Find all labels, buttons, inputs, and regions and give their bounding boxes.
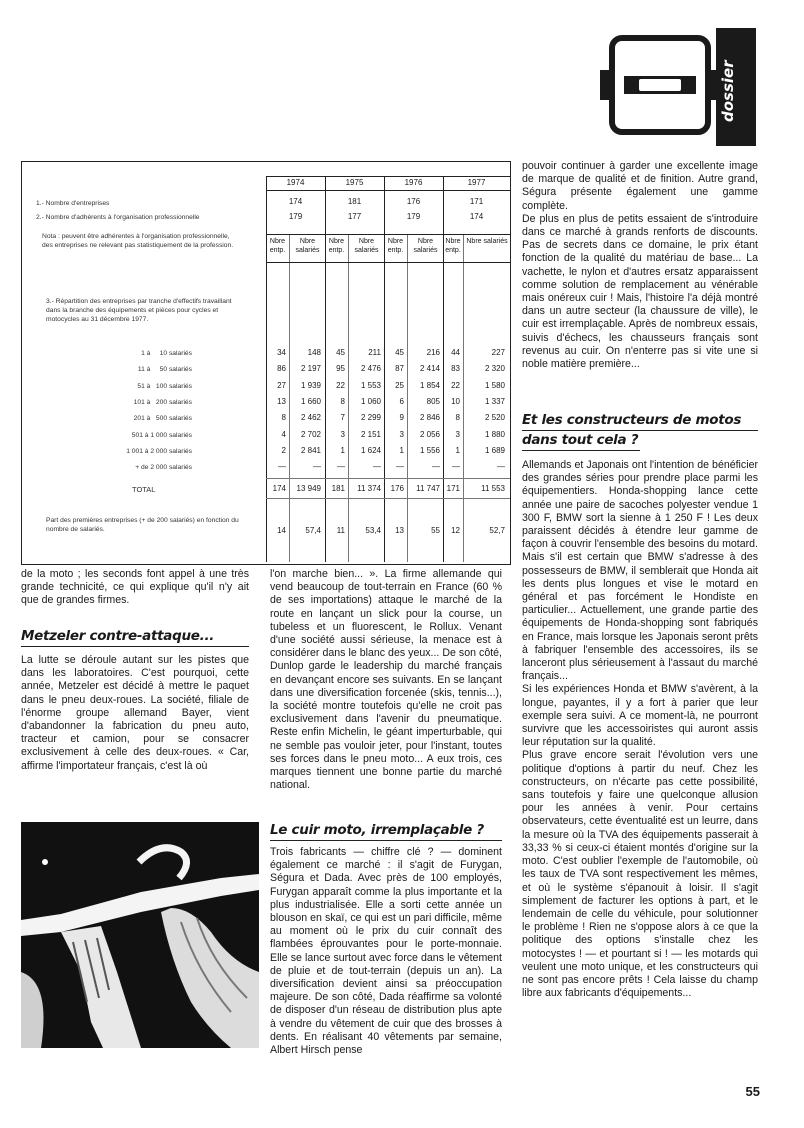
table-cell: 1 939 [300, 380, 321, 390]
table-cell: 13 949 [296, 484, 321, 493]
table-cell: 34 [277, 348, 286, 357]
table-cell: 1 580 [484, 380, 505, 390]
table-cell: — [497, 462, 505, 472]
hanger-icon [21, 822, 259, 1048]
table-cell: 8 [455, 413, 460, 423]
table-cell: 1 337 [484, 396, 505, 406]
table-cell: 22 [451, 380, 460, 390]
table-cell: 55 [431, 526, 440, 535]
table-cell: 11 747 [416, 484, 440, 493]
table-cell: 1 [340, 445, 345, 455]
table-cell: 11 374 [357, 484, 381, 493]
heading-constructeurs: Et les constructeurs de motos dans tout cela ? [522, 411, 758, 451]
table-cell: — [278, 462, 286, 472]
table-cell: 176 [390, 484, 404, 493]
table-cell: 2 476 [360, 364, 381, 374]
table-cell: 1 660 [300, 396, 321, 406]
col1-body: La lutte se déroule autant sur les pistes que dans les laboratoires. C'est pourquoi, cette année, Metzeler est décidé à mettre le paquet dans le pneu deux-roues. La société, filiale de l'énorme groupe allemand Bayer, vient d'abandonner la fabrication du pneu auto, tracteur et camion, pour se consacrer exclusivement à celle des deux-roues. « Car, affirme l'importateur français, c'est là où [21, 654, 249, 772]
table-note: Nota : peuvent être adhérentes à l'organisation professionnelle, des entreprises ne relevant pas statistiquement de la profession. [42, 233, 234, 249]
row-label: 201 à 500 salariés [133, 415, 192, 423]
table-cell: 2 151 [360, 429, 381, 439]
sub-header: Nbre entp. [445, 238, 461, 254]
table-cell: 2 414 [419, 364, 440, 374]
table-cell: 27 [277, 380, 286, 390]
table-cell: 211 [368, 348, 381, 357]
year-header: 1976 [404, 178, 423, 187]
row2-value: 177 [347, 212, 362, 221]
table-cell: 13 [395, 526, 404, 535]
table-cell: 2 056 [419, 429, 440, 439]
table-cell: 14 [277, 526, 286, 535]
row2-value: 174 [469, 212, 484, 221]
table-cell: 22 [336, 380, 345, 390]
table-cell: 148 [307, 348, 321, 357]
row-label-repartition: 3.- Répartition des entreprises par tranche d'effectifs travaillant dans la branche des équipements et pièces pour cycles et motocycles au 31 décembre 1977. [46, 298, 232, 323]
table-cell: 44 [451, 348, 460, 357]
table-cell: 87 [395, 364, 404, 374]
table-cell: 11 [336, 526, 345, 535]
col3-paragraph: De plus en plus de petits essaient de s'introduire dans ce marché à grands renforts de discounts. Pas de secrets dans ce domaine, le prix étant fonction de la qualité du matériau de base... La vachette, le nylon et d'autres ersatz apparaissent comme solution de remplacement au vénérable mais onéreux cuir ! Mais, l'histoire l'a déjà montré dans un autre secteur (la chaussure de ville), le cuir est irremplaçable. Après de nombreux essais, suivis d'échecs, les chausseurs français sont revenus au cuir. On n'enterre pas si vite une si noble matière première... [522, 212, 758, 371]
table-cell: 2 520 [484, 413, 505, 423]
year-header: 1977 [467, 178, 486, 187]
table-cell: 171 [446, 484, 460, 493]
table-cell: 25 [395, 380, 404, 390]
table-cell: 8 [340, 396, 345, 406]
table-cell: 11 553 [481, 484, 505, 493]
sub-header: Nbre salariés [295, 238, 320, 254]
table-cell: — [337, 462, 345, 472]
year-header: 1975 [345, 178, 364, 187]
share-label: Part des premières entreprises (+ de 200 salariés) en fonction du nombre de salariés. [46, 517, 239, 533]
table-cell: 4 [281, 429, 286, 439]
sub-header: Nbre entp. [269, 238, 286, 254]
table-cell: 2 841 [300, 445, 321, 455]
table-cell: 805 [426, 396, 440, 406]
table-cell: — [432, 462, 440, 472]
table-cell: 9 [399, 413, 404, 423]
row-label: 101 à 200 salariés [133, 398, 192, 406]
table-cell: — [313, 462, 321, 472]
sub-header: Nbre entp. [387, 238, 404, 254]
table-cell: 45 [336, 348, 345, 357]
table-cell: 83 [451, 364, 460, 374]
row-label: 11 à 50 salariés [137, 366, 192, 374]
row-label: 51 à 100 salariés [137, 382, 192, 390]
row-label: 1 001 à 2 000 salariés [126, 447, 192, 455]
table-cell: 1 [455, 445, 460, 455]
table-cell: — [396, 462, 404, 472]
col3-paragraph: pouvoir continuer à garder une excellente image de marque de qualité et de finition. Autre grand, Ségura présente également une gamme complète. [522, 160, 758, 212]
table-cell: 3 [455, 429, 460, 439]
col3-paragraph: Allemands et Japonais ont l'intention de bénéficier des grandes séries pour prendre place parmi les équipementiers. Honda-shopping lance cette année une paire de sacoches polyester vendue 1 300 F, BMW sort la sienne à 1 250 F ! Les deux paraissent décidés à étendre leur gamme de façon à couvrir l'ensemble des besoins du motard. Mais s'il est certain que BMW s'adresse à des possesseurs de BMW, il semblerait que Honda ait les dents plus longues et vise le motard en général et pas forcément le Hondiste en particulier... Actuellement, une grande partie des équipements de Honda-shopping sont fabriqués en France, mais lorsque les Japonais seront prêts à fabriquer l'ensemble des accessoires, ils se lanceront plus sérieusement à l'assaut du marché français... [522, 459, 758, 683]
sub-header: Nbre entp. [328, 238, 345, 254]
table-cell: 52,7 [489, 526, 505, 535]
row1-value: 176 [406, 197, 421, 206]
table-cell: 216 [426, 348, 440, 357]
table-cell: — [452, 462, 460, 472]
row-label: + de 2 000 salariés [135, 464, 192, 472]
table-cell: 227 [491, 348, 505, 357]
table-cell: 1 553 [360, 380, 381, 390]
table-cell: — [373, 462, 381, 472]
total-label: TOTAL [132, 485, 156, 494]
table-cell: 1 556 [419, 445, 440, 455]
col1-intro: de la moto ; les seconds font appel à une très grande technicité, ce qui explique qu'il n'y ait que de grandes firmes. [21, 568, 249, 607]
col2-body2: Trois fabricants — chiffre clé ? — dominent également ce marché : il s'agit de Furygan, Ségura et Dada. Avec près de 100 employés, Furygan apparaît comme la plus importante et la plus industrialisée. Elle a sorti cette année un blouson en skaï, ce qui est un pari difficile, même au moment où le prix du cuir connaît des flambées éprouvantes pour le porte-monnaie. Elle se lance surtout avec force dans le vêtement de pluie et de tout-terrain (depuis un an). La diversification devient ainsi sa préoccupation majeure. De son côté, Dada réaffirme sa volonté de disposer d'un réseau de distribution plus apte à vendre du vêtement de cuir que des brosses à dents. En réalisant 40 vêtements par semaine, Albert Hirsch pense [270, 846, 502, 1057]
table-cell: 2 702 [300, 429, 321, 439]
row2-value: 179 [288, 212, 303, 221]
table-cell: 2 197 [300, 364, 321, 374]
table-cell: 1 854 [419, 380, 440, 390]
table-cell: 1 624 [360, 445, 381, 455]
dossier-section-logo [598, 26, 758, 148]
table-cell: 2 462 [300, 413, 321, 423]
table-cell: 174 [272, 484, 286, 493]
col3-paragraph: Plus grave encore serait l'évolution vers une politique d'options à partir du neuf. Chez les constructeurs, on n'écarte pas cette possibilité, sans toutefois y faire une quelconque allusion pour les années à venir. Pour certains observateurs, cette éventualité est un leurre, dans la mesure où la TVA des équipements passerait à 33,33 % si ceux-ci étaient montés d'origine sur la moto. C'est oublier l'exemple de l'automobile, où les taux de TVA sont respectivement les mêmes, et où le système s'épanouit à loisir. Il s'agit simplement de facturer les options à part, et le lendemain de celle du véhicule, pour solutionner le problème ! Rien ne s'oppose alors à ce que la politique des options s'installe chez les motocystes ! — et pourtant si ! — les motards qui veulent une moto unique, et les constructeurs qui ne sont pas encore prêts ! Cela laisse du champ libre aux fabricants d'équipements... [522, 749, 758, 1000]
table-cell: 1 060 [360, 396, 381, 406]
table-cell: 12 [451, 526, 460, 535]
hanger-illustration [21, 822, 259, 1048]
table-cell: 1 880 [484, 429, 505, 439]
row-label: 1 à 10 salariés [141, 350, 192, 357]
table-cell: 2 299 [360, 413, 381, 423]
section-tab-label: dossier [719, 60, 737, 122]
row-label: 501 à 1 000 salariés [131, 431, 192, 439]
sub-header: Nbre salariés [466, 238, 508, 245]
col3-paragraph: Si les expériences Honda et BMW s'avèrent, à la longue, payantes, il y a fort à parier que leur exemple sera suivi. A ce moment-là, ne pourront survivre que les accessoiristes qui auront assis leur réputation sur la qualité. [522, 683, 758, 749]
table-cell: 1 689 [484, 445, 505, 455]
table-cell: 10 [451, 396, 460, 406]
row-label-entreprises: 1.- Nombre d'entreprises [36, 200, 110, 207]
heading-cuir: Le cuir moto, irremplaçable ? [270, 821, 504, 841]
year-header: 1974 [286, 178, 305, 187]
table-cell: 57,4 [305, 526, 321, 535]
table-cell: 2 [281, 445, 286, 455]
table-cell: 53,4 [365, 526, 381, 535]
table-cell: 2 320 [484, 364, 505, 374]
table-cell: 8 [281, 413, 286, 423]
table-cell: 45 [395, 348, 404, 357]
col3-body2 [522, 459, 758, 1000]
table-cell: 3 [399, 429, 404, 439]
heading-metzeler: Metzeler contre-attaque... [21, 627, 251, 647]
col2-body: l'on marche bien... ». La firme allemande qui vend beaucoup de tout-terrain en France (60 % de ses importations) attaque le marché de la route en lançant un slick pour la course, un tubeless et un fluorescent, le Rollux. Venant d'une société aussi sérieuse, la menace est à considérer dans le blanc des yeux... De son côté, Dunlop garde le leadership du marché français en devançant encore ses suivants. En se lançant dans une diversification forcenée (skis, tennis...), la société montre toutefois qu'elle ne croit pas exclusivement dans l'avenir du pneumatique. Reste enfin Michelin, le géant imperturbable, qui ne semble pas vouloir jeter, pour l'instant, toutes ses forces dans le pneu moto... A eux trois, ces marques tiennent une bonne partie du marché national. [270, 568, 502, 792]
table-cell: 3 [340, 429, 345, 439]
table-cell: 13 [277, 396, 286, 406]
row2-value: 179 [406, 212, 421, 221]
table-cell: 181 [331, 484, 345, 493]
page-number: 55 [745, 1084, 760, 1099]
row1-value: 181 [347, 197, 362, 206]
table-cell: 86 [277, 364, 286, 374]
table-cell: 2 846 [419, 413, 440, 423]
row1-value: 174 [288, 197, 303, 206]
col3-body [522, 160, 758, 371]
statistics-table [21, 161, 511, 565]
table-cell: 7 [340, 413, 345, 423]
sub-header: Nbre salariés [413, 238, 438, 254]
table-cell: 95 [336, 364, 345, 374]
row-label-adherents: 2.- Nombre d'adhérents à l'organisation professionnelle [36, 214, 200, 221]
sub-header: Nbre salariés [354, 238, 379, 254]
table-cell: 6 [399, 396, 404, 406]
row1-value: 171 [469, 197, 484, 206]
table-cell: 1 [399, 445, 404, 455]
